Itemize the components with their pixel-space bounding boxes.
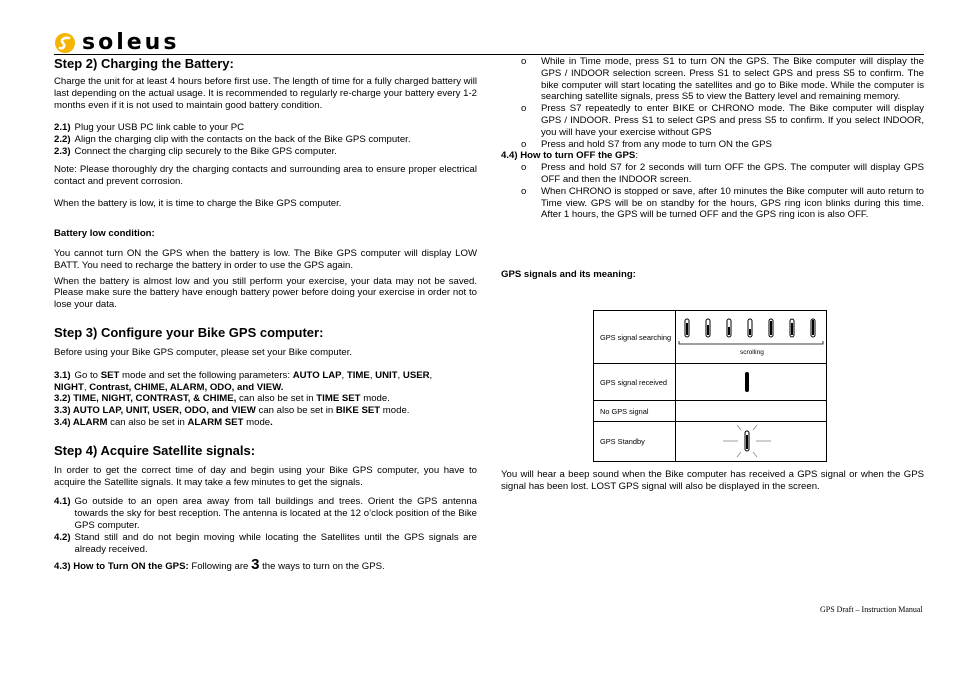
item-text: Stand still and do not begin moving while locating the Satellites until the GPS signals are already received. xyxy=(74,531,477,555)
right-column xyxy=(501,56,924,281)
battery-low-paragraph-2: When the battery is almost low and you still perform your exercise, your data may not be saved. Please make sure the battery have enough battery power before doing your exercise in order not to lose your data. xyxy=(54,275,477,311)
bullet-icon: o xyxy=(521,56,527,67)
signal-label: GPS Standby xyxy=(594,422,676,461)
signal-received-icon xyxy=(676,364,826,400)
signal-label: GPS signal searching xyxy=(594,311,676,363)
step4-heading: Step 4) Acquire Satellite signals: xyxy=(54,442,256,458)
gps-on-bullet xyxy=(501,56,924,103)
item-text: Go to SET mode and set the following parameters: AUTO LAP, TIME, UNIT, USER, xyxy=(74,369,433,381)
item-number: 2.1) xyxy=(54,122,71,134)
signal-blinking-icon xyxy=(676,422,826,461)
bullet-text: When CHRONO is stopped or save, after 10 minutes the Bike computer will auto return to Time view. GPS will be on standby for the hours, GPS ring icon blinks during this time. After 1 hours, the GPS will be turned OFF and the GPS ring icon is also OFF. xyxy=(541,185,924,221)
bullet-text: Press and hold S7 from any mode to turn ON the GPS xyxy=(541,138,772,150)
brand-wordmark: soleus xyxy=(82,30,180,55)
scrolling-caption: scrolling xyxy=(740,349,764,356)
bullet-icon: o xyxy=(521,138,527,150)
footer-text: GPS Draft – Instruction Manual xyxy=(820,605,923,614)
table-row xyxy=(594,311,826,364)
bullet-icon: o xyxy=(521,185,527,197)
step3-intro: Before using your Bike GPS computer, please set your Bike computer. xyxy=(54,346,353,358)
bullet-icon: o xyxy=(521,103,527,115)
table-row xyxy=(594,422,826,461)
step2-item xyxy=(54,134,477,146)
signal-label: GPS signal received xyxy=(594,364,676,400)
no-signal-visual xyxy=(676,401,826,421)
step2-item xyxy=(54,146,477,158)
gps-signals-heading: GPS signals and its meaning: xyxy=(501,269,636,281)
item-number: 4.2) xyxy=(54,531,71,543)
bullet-icon: o xyxy=(521,162,527,174)
bullet-text: Press and hold S7 for 2 seconds will turn OFF the GPS. The computer will display GPS OFF and then the INDOOR screen. xyxy=(541,162,924,185)
step3-item-4: 3.4) ALARM can also be set in ALARM SET mode. xyxy=(54,416,273,428)
step4-item-3: 4.3) How to Turn ON the GPS: Following are 3 the ways to turn on the GPS. xyxy=(54,556,385,574)
item-number: 4.1) xyxy=(54,496,71,508)
signal-searching-visual xyxy=(676,311,826,363)
gps-off-heading: 4.4) How to turn OFF the GPS: xyxy=(501,150,638,162)
step3-item-3: 3.3) AUTO LAP, UNIT, USER, ODO, and VIEW can also be set in BIKE SET mode. xyxy=(54,405,410,417)
beep-paragraph: You will hear a beep sound when the Bike computer has received a GPS signal or when the GPS signal has been lost. LOST GPS signal will also be displayed in the screen. xyxy=(501,469,924,492)
step4-intro: In order to get the correct time of day and begin using your Bike GPS computer, you have to acquire the Satellite signals. It may take a few minutes to get the signals. xyxy=(54,464,477,488)
battery-low-paragraph-1: You cannot turn ON the GPS when the battery is low. The Bike GPS computer will display LOW BATT. You need to recharge the battery in order to use the GPS again. xyxy=(54,247,477,271)
battery-low-heading: Battery low condition: xyxy=(54,228,155,240)
step4-item xyxy=(54,496,477,531)
gps-on-bullet xyxy=(501,139,924,151)
bullet-text: While in Time mode, press S1 to turn ON the GPS. The Bike computer will display the GPS / INDOOR selection screen. Press S1 to select GPS and press S5 to confirm. The bike computer will start locating the satellites and go to Bike mode. While the computer is searching satellite signals, press S5 to view the Battery level and remaining memory. xyxy=(541,56,924,103)
brand-logo xyxy=(54,32,179,54)
gps-off-bullet xyxy=(501,186,924,221)
item-text: Connect the charging clip securely to the Bike GPS computer. xyxy=(74,145,337,157)
gps-signal-table xyxy=(593,310,827,462)
bullet-text: Press S7 repeatedly to enter BIKE or CHRONO mode. The Bike computer will display GPS / INDOOR. Press S1 to select GPS and press S5 to confirm. If you select INDOOR, you will have your exercise without GPS xyxy=(541,103,924,138)
step2-intro: Charge the unit for at least 4 hours before first use. The length of time for a fully charged battery will last depending on the actual usage. It is recommended to regularly re-charge your battery every 1-2 months even if it is not used to maintain good battery condition. xyxy=(54,76,477,111)
step3-heading: Step 3) Configure your Bike GPS computer: xyxy=(54,324,324,340)
table-row xyxy=(594,401,826,422)
step4-item xyxy=(54,532,477,556)
charging-note: Note: Please thoroughly dry the charging contacts and surrounding area to ensure proper electrical contact and prevent corrosion. xyxy=(54,163,477,187)
item-text: Plug your USB PC link cable to your PC xyxy=(74,122,245,134)
signal-label: No GPS signal xyxy=(594,401,676,421)
battery-low-note: When the battery is low, it is time to charge the Bike GPS computer. xyxy=(54,198,342,210)
item-text: Go outside to an open area away from tall buildings and trees. Orient the GPS antenna towards the sky for best reception. The antenna is located at the 12 o’clock position of the Bike GPS computer. xyxy=(74,496,477,531)
header-rule xyxy=(54,54,924,55)
item-text: Align the charging clip with the contacts on the back of the Bike GPS computer. xyxy=(74,134,411,146)
step2-item xyxy=(54,122,477,134)
step3-item-2: 3.2) TIME, NIGHT, CONTRAST, & CHIME, can also be set in TIME SET mode. xyxy=(54,393,390,405)
step2-heading: Step 2) Charging the Battery: xyxy=(54,56,234,71)
table-row xyxy=(594,364,826,401)
left-column xyxy=(54,56,477,573)
item-number: 3.1) xyxy=(54,369,71,381)
item-number: 2.3) xyxy=(54,145,71,157)
item-number: 2.2) xyxy=(54,134,71,146)
signal-received-visual xyxy=(676,364,826,400)
step3-item-1-cont: NIGHT, Contrast, CHIME, ALARM, ODO, and VIEW. xyxy=(54,381,284,393)
signal-standby-visual xyxy=(676,422,826,461)
step3-item-1 xyxy=(54,370,477,382)
gps-on-bullet xyxy=(501,103,924,138)
soleus-logo-icon xyxy=(54,32,76,54)
gps-off-bullet xyxy=(501,162,924,186)
